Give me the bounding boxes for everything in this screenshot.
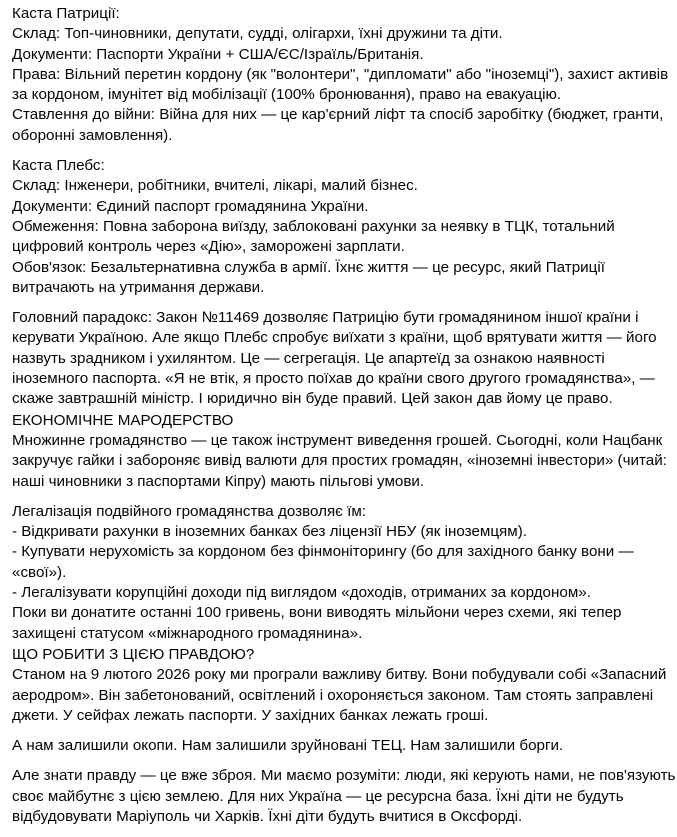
- paragraph-truth: [12, 766, 674, 827]
- paragraph-patricians: [12, 4, 674, 146]
- text-line: Станом на 9 лютого 2026 року ми програли важливу битву. Вони побудували собі «Запасний: [12, 666, 667, 684]
- text-line: оборонні замовлення).: [12, 126, 173, 144]
- text-line: своє майбутнє з цією землею. Для них Україна — це ресурсна база. Їхні діти не будуть: [12, 787, 624, 805]
- text-line: керувати Україною. Але якщо Плебс спробує виїхати з країни, щоб врятувати життя — його: [12, 329, 657, 347]
- text-line: «свої»).: [12, 563, 67, 581]
- text-line: джети. У сейфах лежать паспорти. У західних банках лежать гроші.: [12, 706, 489, 724]
- paragraph-trenches: [12, 736, 674, 756]
- text-line: Каста Патриції:: [12, 5, 120, 22]
- text-line: Легалізація подвійного громадянства дозволяє їм:: [12, 502, 367, 520]
- text-line: Права: Вільний перетин кордону (як "волонтери", "дипломати" або "іноземці"), захист активів: [12, 65, 669, 83]
- text-line: витрачають на утримання держави.: [12, 278, 265, 296]
- text-line: Документи: Паспорти України + США/ЄС/Ізраїль/Британія.: [12, 45, 424, 63]
- paragraph-economic-looting: [12, 411, 674, 492]
- text-line: закручує гайки і забороняє вивід валюти для простих громадян, «іноземні інвестори» (читай:: [12, 452, 667, 470]
- text-line: Головний парадокс: Закон №11469 дозволяє Патрицію бути громадянином іншої країни і: [12, 309, 639, 327]
- text-line: Каста Плебс:: [12, 157, 105, 175]
- text-line: Множинне громадянство — це також інструмент виведення грошей. Сьогодні, коли Нацбанк: [12, 431, 663, 449]
- text-line: Склад: Інженери, робітники, вчителі, лікарі, малий бізнес.: [12, 177, 418, 195]
- text-line: Поки ви донатите останні 100 гривень, вони виводять мільйони через схеми, які тепер: [12, 604, 622, 622]
- paragraph-legalization: [12, 502, 674, 644]
- post-text: [12, 4, 674, 837]
- text-line: назвуть зрадником і ухилянтом. Це — сегрегація. Це апартеїд за ознакою наявності: [12, 349, 605, 367]
- paragraph-paradox: [12, 308, 674, 409]
- text-line: Склад: Топ-чиновники, депутати, судді, олігархи, їхні дружини та діти.: [12, 25, 503, 43]
- text-line: цифровий контроль через «Дію», заморожені зарплати.: [12, 238, 405, 256]
- paragraph-what-to-do: [12, 645, 674, 726]
- text-line: Обмеження: Повна заборона виїзду, заблоковані рахунки за неявку в ТЦК, тотальний: [12, 217, 615, 235]
- section-heading: ЕКОНОМІЧНЕ МАРОДЕРСТВО: [12, 411, 234, 429]
- text-line: А нам залишили окопи. Нам залишили зруйновані ТЕЦ. Нам залишили борги.: [12, 737, 564, 755]
- list-item: - Відкривати рахунки в іноземних банках без ліцензії НБУ (як іноземцям).: [12, 523, 527, 541]
- text-line: відбудовувати Маріуполь чи Харків. Їхні діти будуть вчитися в Оксфорді.: [12, 807, 523, 825]
- text-line: Але знати правду — це вже зброя. Ми маємо розуміти: люди, які керують нами, не пов'язують: [12, 767, 676, 785]
- text-line: скаже завтрашній міністр. І юридично він буде правий. Цей закон дав йому це право.: [12, 390, 613, 408]
- list-item: - Купувати нерухомість за кордоном без фінмоніторингу (бо для західного банку вони —: [12, 543, 634, 561]
- text-line: Документи: Єдиний паспорт громадянина України.: [12, 197, 369, 215]
- text-line: наші чиновники з паспортами Кіпру) мають пільгові умови.: [12, 472, 425, 490]
- text-line: за кордоном, імунітет від мобілізації (100% бронювання), право на евакуацію.: [12, 86, 562, 104]
- section-heading: ЩО РОБИТИ З ЦІЄЮ ПРАВДОЮ?: [12, 645, 255, 663]
- text-line: аеродром». Він забетонований, освітлений і охороняється законом. Там стоять заправлені: [12, 686, 654, 704]
- text-line: Ставлення до війни: Війна для них — це кар'єрний ліфт та спосіб заробітку (бюджет, гранти,: [12, 106, 664, 124]
- paragraph-plebs: [12, 156, 674, 298]
- text-line: Обов'язок: Безальтернативна служба в армії. Їхнє життя — це ресурс, який Патриції: [12, 258, 605, 276]
- text-line: іноземного паспорта. «Я не втік, я просто поїхав до країни свого другого громадянства», —: [12, 370, 655, 388]
- text-line: захищені статусом «міжнародного громадянина».: [12, 624, 363, 642]
- list-item: - Легалізувати корупційні доходи під виглядом «доходів, отриманих за кордоном».: [12, 584, 591, 602]
